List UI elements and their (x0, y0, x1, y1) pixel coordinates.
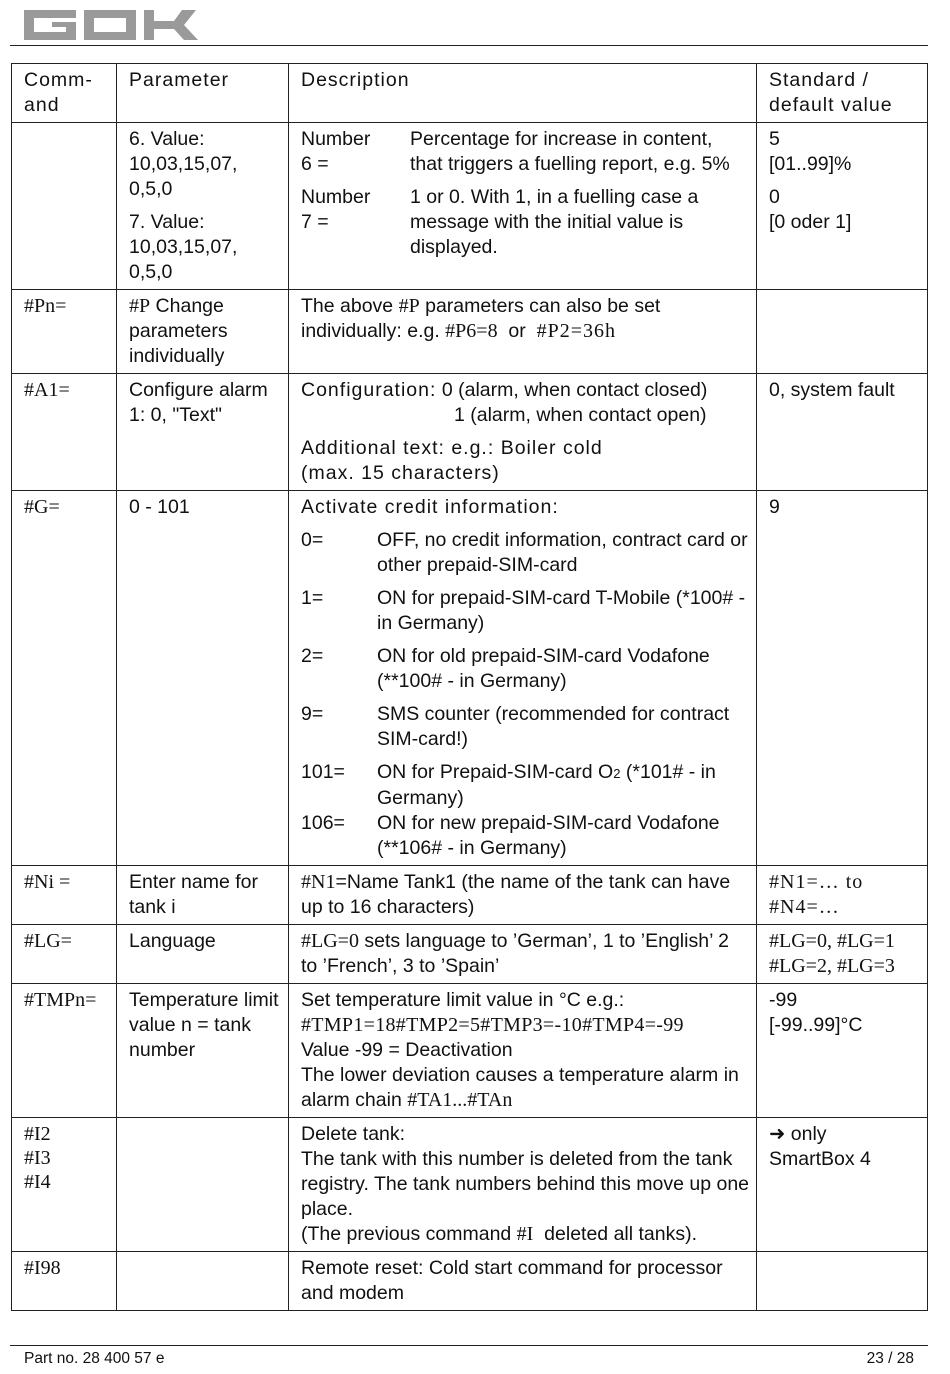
credit-option (301, 811, 750, 861)
credit-option (301, 528, 750, 578)
credit-option (301, 586, 750, 636)
cmd-cell: #Ni = (12, 866, 117, 925)
table-row (12, 984, 928, 1118)
cmd-cell: #I98 (12, 1252, 117, 1311)
header-command: Comm- and (12, 64, 117, 123)
header-description: Description (289, 64, 757, 123)
default-cell: 0, system fault (757, 374, 928, 491)
desc-code: #TA1...#TAn (407, 1089, 513, 1111)
part-number: Part no. 28 400 57 e (24, 1350, 165, 1367)
param-cell: Language (117, 925, 289, 984)
desc-value6 (301, 127, 750, 177)
option-key: 101= (301, 761, 345, 783)
default-cell: #N1=… to #N4=… (757, 866, 928, 925)
option-subscript: 2 (613, 766, 621, 781)
cmd-cell: #G= (12, 491, 117, 866)
desc-code: #P (398, 295, 420, 317)
page-number: 23 / 28 (866, 1350, 914, 1367)
desc-cell (289, 374, 757, 491)
param-text: Change parameters individually (129, 295, 228, 367)
default-cell: -99 [-99..99]°C (757, 984, 928, 1118)
number7-text: 1 or 0. With 1, in a fuelling case a message with the initial value is displayed. (410, 186, 699, 258)
option-text: SMS counter (recommended for contract SIM-card!) (377, 703, 730, 750)
param-value6: 6. Value: 10,03,15,07, 0,5,0 (129, 128, 238, 200)
table-row (12, 925, 928, 984)
credit-option (301, 644, 750, 694)
number6-text: Percentage for increase in content, that triggers a fuelling report, e.g. 5% (410, 128, 730, 175)
default-cell (757, 123, 928, 290)
option-text-b: (*101# - in Germany) (377, 761, 716, 809)
table-row (12, 123, 928, 290)
option-text: ON for old prepaid-SIM-card Vodafone (**100# - in Germany) (377, 645, 710, 692)
table-row (12, 1118, 928, 1252)
desc-text: Set temperature limit value in °C e.g.: (301, 989, 625, 1011)
option-text: OFF, no credit information, contract card or other prepaid-SIM-card (377, 529, 748, 576)
desc-text (301, 1063, 750, 1113)
desc-text: parameters can also be set individually: e.g. (301, 295, 661, 342)
param-cell (117, 123, 289, 290)
desc-text: deleted all tanks). (533, 1223, 698, 1245)
header-rule (10, 45, 928, 46)
cmd-cell: #Pn= (12, 290, 117, 374)
param-cell (117, 290, 289, 374)
config-option-0: 0 (alarm, when contact closed) (436, 379, 708, 401)
desc-code: #LG=0 (301, 930, 359, 952)
option-key: 106= (301, 812, 345, 834)
table-row (12, 290, 928, 374)
cmd-cell: #I2 #I3 #I4 (12, 1118, 117, 1252)
table-row (12, 374, 928, 491)
table-row (12, 491, 928, 866)
config-line (301, 378, 750, 403)
table-header-row (12, 64, 928, 123)
param-cell: Enter name for tank i (117, 866, 289, 925)
cmd-cell: #A1= (12, 374, 117, 491)
option-text (377, 760, 750, 811)
desc-code: #I (516, 1223, 534, 1245)
desc-cell (289, 123, 757, 290)
default-value6: 5 [01..99]% (769, 128, 852, 175)
additional-text: Additional text: e.g.: Boiler cold (max. 15 characters) (301, 437, 603, 484)
desc-code: #P2=36h (536, 320, 616, 342)
param-cell (117, 1252, 289, 1311)
desc-value7 (301, 185, 750, 260)
desc-text: =Name Tank1 (the name of the tank can have up to 16 characters) (301, 871, 731, 918)
number6-label: Number 6 = (301, 128, 371, 175)
desc-code: #TMP1=18#TMP2=5#TMP3=-10#TMP4=-99 (301, 1014, 684, 1036)
desc-cell (289, 984, 757, 1118)
param-cell: 0 - 101 (117, 491, 289, 866)
config-label: Configuration: (301, 379, 437, 401)
desc-cell (289, 1118, 757, 1252)
default-cell (757, 290, 928, 374)
command-table (11, 63, 928, 1311)
option-text: ON for prepaid-SIM-card T-Mobile (*100# - in Germany) (377, 587, 746, 634)
table-row (12, 1252, 928, 1311)
credit-title: Activate credit information: (301, 496, 559, 518)
cmd-cell: #LG= (12, 925, 117, 984)
desc-text: Delete tank: The tank with this number is deleted from the tank registry. The tank numbers behind this move up one place. (The previous command (301, 1123, 750, 1245)
desc-cell (289, 866, 757, 925)
default-cell: #LG=0, #LG=1 #LG=2, #LG=3 (757, 925, 928, 984)
option-key: 2= (301, 645, 324, 667)
cmd-cell (12, 123, 117, 290)
option-text: ON for new prepaid-SIM-card Vodafone (**106# - in Germany) (377, 812, 720, 859)
default-cell: 9 (757, 491, 928, 866)
gok-logo (24, 10, 200, 40)
param-cell: Temperature limit value n = tank number (117, 984, 289, 1118)
header-parameter: Parameter (117, 64, 289, 123)
desc-text-a: The lower deviation causes a temperature alarm in alarm chain (301, 1064, 739, 1111)
table-row (12, 866, 928, 925)
desc-cell: Remote reset: Cold start command for processor and modem (289, 1252, 757, 1311)
config-option-1: 1 (alarm, when contact open) (454, 404, 707, 426)
default-cell (757, 1252, 928, 1311)
option-key: 1= (301, 587, 324, 609)
option-key: 0= (301, 529, 324, 551)
default-cell: ➜ only SmartBox 4 (757, 1118, 928, 1252)
default-value7: 0 [0 oder 1] (769, 186, 852, 233)
header-default: Standard / default value (757, 64, 928, 123)
desc-cell (289, 491, 757, 866)
desc-text: Value -99 = Deactivation (301, 1039, 513, 1061)
param-cell: Configure alarm 1: 0, "Text" (117, 374, 289, 491)
cmd-cell: #TMPn= (12, 984, 117, 1118)
option-key: 9= (301, 703, 324, 725)
number7-label: Number 7 = (301, 186, 371, 233)
param-cell (117, 1118, 289, 1252)
credit-option (301, 760, 750, 811)
option-text-a: ON for Prepaid-SIM-card O (377, 761, 614, 783)
desc-code: #N1 (301, 871, 336, 893)
param-code: #P (129, 295, 151, 317)
desc-cell (289, 290, 757, 374)
desc-code: #P6=8 (445, 320, 498, 342)
credit-option (301, 702, 750, 752)
desc-text: or (497, 320, 537, 342)
param-value7: 7. Value: 10,03,15,07, 0,5,0 (129, 211, 238, 283)
desc-text: sets language to ’German’, 1 to ’English’ 2 to ’French’, 3 to ’Spain’ (301, 930, 729, 977)
desc-cell (289, 925, 757, 984)
desc-text: The above (301, 295, 399, 317)
